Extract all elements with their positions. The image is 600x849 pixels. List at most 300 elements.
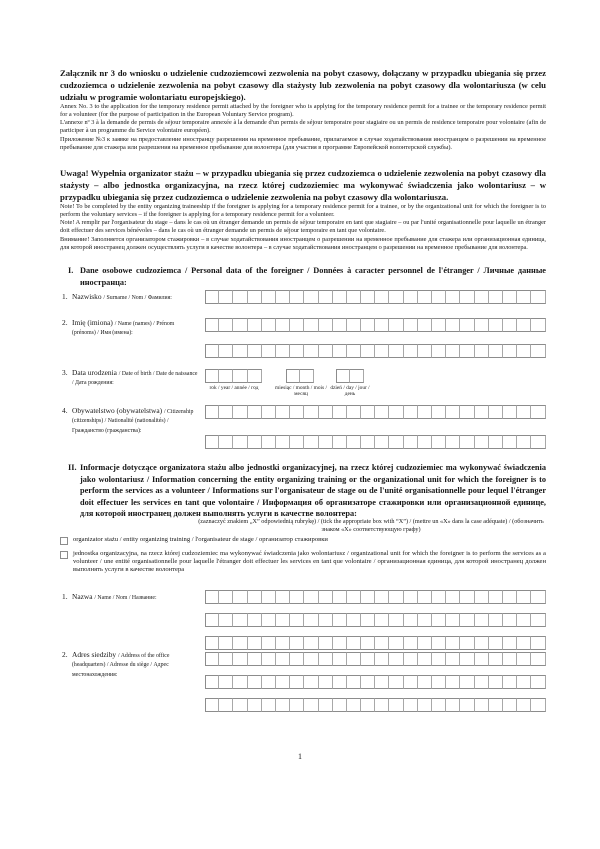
char-box[interactable] xyxy=(446,590,460,604)
char-box[interactable] xyxy=(460,590,474,604)
page-number: 1 xyxy=(298,752,302,761)
char-box[interactable] xyxy=(446,290,460,304)
char-box[interactable] xyxy=(361,652,375,666)
char-box[interactable] xyxy=(446,405,460,419)
char-box[interactable] xyxy=(233,590,247,604)
char-box[interactable] xyxy=(531,435,545,449)
char-box[interactable] xyxy=(503,405,517,419)
char-box[interactable] xyxy=(290,290,304,304)
char-box[interactable] xyxy=(304,405,318,419)
char-box[interactable] xyxy=(219,590,233,604)
char-box[interactable] xyxy=(418,318,432,332)
char-box[interactable] xyxy=(517,435,531,449)
char-box[interactable] xyxy=(432,636,446,650)
char-box[interactable] xyxy=(389,318,403,332)
char-box[interactable] xyxy=(248,290,262,304)
char-box[interactable] xyxy=(262,405,276,419)
char-box[interactable] xyxy=(304,290,318,304)
char-box[interactable] xyxy=(276,318,290,332)
char-box[interactable] xyxy=(418,290,432,304)
first-name-boxes-row-2[interactable] xyxy=(205,344,546,358)
char-box[interactable] xyxy=(460,405,474,419)
char-box[interactable] xyxy=(475,344,489,358)
char-box[interactable] xyxy=(375,636,389,650)
char-box[interactable] xyxy=(460,698,474,712)
char-box[interactable] xyxy=(460,435,474,449)
char-box[interactable] xyxy=(389,675,403,689)
char-box[interactable] xyxy=(248,344,262,358)
char-box[interactable] xyxy=(460,675,474,689)
char-box[interactable] xyxy=(389,636,403,650)
char-box[interactable] xyxy=(489,636,503,650)
char-box[interactable] xyxy=(531,290,545,304)
char-box[interactable] xyxy=(432,613,446,627)
char-box[interactable] xyxy=(304,652,318,666)
char-box[interactable] xyxy=(404,590,418,604)
char-box[interactable] xyxy=(432,652,446,666)
annex-title: Załącznik nr 3 do wniosku o udzielenie cudzoziemcowi zezwolenia na pobyt czasowy, dołączany w przypadku ubiegania się przez cudzoziemca o udzielenie zezwolenia na pobyt czasowy dla stażysty lub zezwolenia na pobyt czasowy dla wolontariusza (w celu udziału w programie wolontariatu europejskiego). xyxy=(60,68,546,102)
char-box[interactable] xyxy=(304,675,318,689)
char-box[interactable] xyxy=(404,613,418,627)
char-box[interactable] xyxy=(475,318,489,332)
char-box[interactable] xyxy=(475,613,489,627)
char-box[interactable] xyxy=(503,318,517,332)
char-box[interactable] xyxy=(375,652,389,666)
char-box[interactable] xyxy=(531,590,545,604)
char-box[interactable] xyxy=(205,590,219,604)
char-box[interactable] xyxy=(389,290,403,304)
char-box[interactable] xyxy=(475,590,489,604)
char-box[interactable] xyxy=(503,652,517,666)
char-box[interactable] xyxy=(276,290,290,304)
char-box[interactable] xyxy=(404,675,418,689)
char-box[interactable] xyxy=(319,698,333,712)
char-box[interactable] xyxy=(489,698,503,712)
field-number: 4. xyxy=(62,406,68,415)
char-box[interactable] xyxy=(475,698,489,712)
char-box[interactable] xyxy=(361,405,375,419)
char-box[interactable] xyxy=(276,435,290,449)
char-box[interactable] xyxy=(418,675,432,689)
char-box[interactable] xyxy=(290,675,304,689)
char-box[interactable] xyxy=(375,318,389,332)
char-box[interactable] xyxy=(404,405,418,419)
char-box[interactable] xyxy=(432,405,446,419)
char-box[interactable] xyxy=(489,344,503,358)
char-box[interactable] xyxy=(205,290,219,304)
char-box[interactable] xyxy=(361,344,375,358)
char-box[interactable] xyxy=(347,590,361,604)
char-box[interactable] xyxy=(446,344,460,358)
char-box[interactable] xyxy=(219,290,233,304)
char-box[interactable] xyxy=(503,675,517,689)
char-box[interactable] xyxy=(475,652,489,666)
char-box[interactable] xyxy=(350,369,364,383)
char-box[interactable] xyxy=(531,675,545,689)
char-box[interactable] xyxy=(233,290,247,304)
char-box[interactable] xyxy=(333,290,347,304)
char-box[interactable] xyxy=(290,698,304,712)
char-box[interactable] xyxy=(233,318,247,332)
char-box[interactable] xyxy=(418,405,432,419)
char-box[interactable] xyxy=(262,590,276,604)
char-box[interactable] xyxy=(489,405,503,419)
char-box[interactable] xyxy=(262,613,276,627)
char-box[interactable] xyxy=(248,613,262,627)
char-box[interactable] xyxy=(290,344,304,358)
char-box[interactable] xyxy=(503,613,517,627)
char-box[interactable] xyxy=(446,318,460,332)
char-box[interactable] xyxy=(319,318,333,332)
char-box[interactable] xyxy=(418,344,432,358)
option-training-organizer-checkbox[interactable] xyxy=(60,537,68,545)
char-box[interactable] xyxy=(489,613,503,627)
char-box[interactable] xyxy=(361,435,375,449)
char-box[interactable] xyxy=(205,318,219,332)
char-box[interactable] xyxy=(219,344,233,358)
char-box[interactable] xyxy=(290,613,304,627)
char-box[interactable] xyxy=(248,675,262,689)
char-box[interactable] xyxy=(205,405,219,419)
char-box[interactable] xyxy=(347,290,361,304)
char-box[interactable] xyxy=(389,405,403,419)
char-box[interactable] xyxy=(276,344,290,358)
char-box[interactable] xyxy=(347,652,361,666)
char-box[interactable] xyxy=(418,652,432,666)
char-box[interactable] xyxy=(460,652,474,666)
char-box[interactable] xyxy=(389,698,403,712)
char-box[interactable] xyxy=(489,590,503,604)
char-box[interactable] xyxy=(205,636,219,650)
char-box[interactable] xyxy=(276,698,290,712)
char-box[interactable] xyxy=(290,318,304,332)
char-box[interactable] xyxy=(319,290,333,304)
char-box[interactable] xyxy=(219,369,233,383)
char-box[interactable] xyxy=(333,652,347,666)
char-box[interactable] xyxy=(531,652,545,666)
char-box[interactable] xyxy=(517,290,531,304)
char-box[interactable] xyxy=(333,435,347,449)
char-box[interactable] xyxy=(531,636,545,650)
char-box[interactable] xyxy=(432,344,446,358)
char-box[interactable] xyxy=(286,369,300,383)
char-box[interactable] xyxy=(205,675,219,689)
char-box[interactable] xyxy=(248,652,262,666)
char-box[interactable] xyxy=(446,636,460,650)
char-box[interactable] xyxy=(389,652,403,666)
char-box[interactable] xyxy=(475,405,489,419)
char-box[interactable] xyxy=(205,652,219,666)
char-box[interactable] xyxy=(418,435,432,449)
char-box[interactable] xyxy=(404,652,418,666)
char-box[interactable] xyxy=(219,652,233,666)
char-box[interactable] xyxy=(300,369,314,383)
char-box[interactable] xyxy=(219,318,233,332)
char-box[interactable] xyxy=(333,344,347,358)
char-box[interactable] xyxy=(475,435,489,449)
char-box[interactable] xyxy=(460,290,474,304)
char-box[interactable] xyxy=(333,613,347,627)
char-box[interactable] xyxy=(219,636,233,650)
char-box[interactable] xyxy=(418,636,432,650)
char-box[interactable] xyxy=(319,405,333,419)
surname-label-translations: / Surname / Nom / Фамилия: xyxy=(103,295,172,301)
char-box[interactable] xyxy=(319,652,333,666)
char-box[interactable] xyxy=(432,698,446,712)
first-name-label-translations: / Name (names) / Prénom (prénoms) / Имя (имена): xyxy=(72,321,175,337)
char-box[interactable] xyxy=(375,675,389,689)
char-box[interactable] xyxy=(219,675,233,689)
char-box[interactable] xyxy=(503,636,517,650)
char-box[interactable] xyxy=(531,344,545,358)
char-box[interactable] xyxy=(304,698,318,712)
char-box[interactable] xyxy=(375,590,389,604)
char-box[interactable] xyxy=(531,613,545,627)
entity-name-label-pl: Nazwa xyxy=(72,592,93,601)
char-box[interactable] xyxy=(418,613,432,627)
char-box[interactable] xyxy=(248,318,262,332)
char-box[interactable] xyxy=(219,405,233,419)
char-box[interactable] xyxy=(375,698,389,712)
char-box[interactable] xyxy=(361,590,375,604)
char-box[interactable] xyxy=(503,698,517,712)
char-box[interactable] xyxy=(517,405,531,419)
citizenship-label-translations: / Citizenship (citizenships) / Nationalité (nationalités) / Гражданство (гражданства): xyxy=(72,409,194,434)
char-box[interactable] xyxy=(333,636,347,650)
char-box[interactable] xyxy=(361,698,375,712)
char-box[interactable] xyxy=(503,590,517,604)
char-box[interactable] xyxy=(489,290,503,304)
char-box[interactable] xyxy=(517,636,531,650)
char-box[interactable] xyxy=(262,318,276,332)
char-box[interactable] xyxy=(205,344,219,358)
char-box[interactable] xyxy=(233,613,247,627)
char-box[interactable] xyxy=(361,318,375,332)
entity-name-boxes-row-3[interactable] xyxy=(205,636,546,650)
char-box[interactable] xyxy=(290,590,304,604)
char-box[interactable] xyxy=(446,698,460,712)
char-box[interactable] xyxy=(404,290,418,304)
char-box[interactable] xyxy=(460,636,474,650)
char-box[interactable] xyxy=(248,590,262,604)
char-box[interactable] xyxy=(389,613,403,627)
char-box[interactable] xyxy=(489,435,503,449)
citizenship-boxes-row-1[interactable] xyxy=(205,405,546,419)
char-box[interactable] xyxy=(290,435,304,449)
char-box[interactable] xyxy=(446,613,460,627)
char-box[interactable] xyxy=(404,636,418,650)
char-box[interactable] xyxy=(205,435,219,449)
char-box[interactable] xyxy=(290,652,304,666)
char-box[interactable] xyxy=(517,613,531,627)
char-box[interactable] xyxy=(389,435,403,449)
char-box[interactable] xyxy=(375,613,389,627)
char-box[interactable] xyxy=(233,369,247,383)
char-box[interactable] xyxy=(432,290,446,304)
char-box[interactable] xyxy=(531,318,545,332)
char-box[interactable] xyxy=(248,405,262,419)
char-box[interactable] xyxy=(475,290,489,304)
char-box[interactable] xyxy=(517,344,531,358)
char-box[interactable] xyxy=(361,636,375,650)
char-box[interactable] xyxy=(375,405,389,419)
char-box[interactable] xyxy=(517,652,531,666)
char-box[interactable] xyxy=(531,405,545,419)
char-box[interactable] xyxy=(233,405,247,419)
char-box[interactable] xyxy=(262,652,276,666)
first-name-boxes-row-1[interactable] xyxy=(205,318,546,332)
char-box[interactable] xyxy=(233,636,247,650)
entity-name-boxes-row-1[interactable] xyxy=(205,590,546,604)
char-box[interactable] xyxy=(276,613,290,627)
char-box[interactable] xyxy=(446,675,460,689)
char-box[interactable] xyxy=(219,698,233,712)
char-box[interactable] xyxy=(304,435,318,449)
char-box[interactable] xyxy=(361,675,375,689)
char-box[interactable] xyxy=(262,435,276,449)
surname-boxes[interactable] xyxy=(205,290,546,304)
char-box[interactable] xyxy=(290,405,304,419)
char-box[interactable] xyxy=(304,613,318,627)
char-box[interactable] xyxy=(336,369,350,383)
char-box[interactable] xyxy=(233,698,247,712)
entity-address-boxes-row-2[interactable] xyxy=(205,675,546,689)
char-box[interactable] xyxy=(404,698,418,712)
char-box[interactable] xyxy=(219,435,233,449)
char-box[interactable] xyxy=(503,435,517,449)
char-box[interactable] xyxy=(276,675,290,689)
char-box[interactable] xyxy=(248,369,262,383)
char-box[interactable] xyxy=(432,675,446,689)
char-box[interactable] xyxy=(276,590,290,604)
section-1-heading xyxy=(68,265,546,288)
char-box[interactable] xyxy=(248,435,262,449)
surname-label xyxy=(62,293,198,302)
char-box[interactable] xyxy=(475,675,489,689)
char-box[interactable] xyxy=(347,405,361,419)
char-box[interactable] xyxy=(304,636,318,650)
char-box[interactable] xyxy=(333,318,347,332)
annex-title-ru: Приложение №3 к заявке на предоставление иностранцу разрешения на временное пребывание, прилагаемое в случае ходатайствования иностранцем о разрешении на временное пребывание для стажера или разрешения на временное пребывание для волонтера (для участия в программе Европейской волонтерской службы). xyxy=(60,135,546,151)
char-box[interactable] xyxy=(248,698,262,712)
char-box[interactable] xyxy=(319,590,333,604)
char-box[interactable] xyxy=(517,590,531,604)
char-box[interactable] xyxy=(446,435,460,449)
char-box[interactable] xyxy=(319,636,333,650)
char-box[interactable] xyxy=(446,652,460,666)
char-box[interactable] xyxy=(219,613,233,627)
char-box[interactable] xyxy=(262,636,276,650)
char-box[interactable] xyxy=(531,698,545,712)
char-box[interactable] xyxy=(404,344,418,358)
char-box[interactable] xyxy=(290,636,304,650)
char-box[interactable] xyxy=(347,613,361,627)
char-box[interactable] xyxy=(205,698,219,712)
char-box[interactable] xyxy=(489,652,503,666)
char-box[interactable] xyxy=(319,435,333,449)
char-box[interactable] xyxy=(262,675,276,689)
birth-day-boxes[interactable] xyxy=(336,369,364,383)
char-box[interactable] xyxy=(489,318,503,332)
entity-name-boxes-row-2[interactable] xyxy=(205,613,546,627)
char-box[interactable] xyxy=(404,435,418,449)
char-box[interactable] xyxy=(233,435,247,449)
option-volunteer-unit-checkbox[interactable] xyxy=(60,551,68,559)
char-box[interactable] xyxy=(319,675,333,689)
char-box[interactable] xyxy=(276,636,290,650)
char-box[interactable] xyxy=(389,590,403,604)
char-box[interactable] xyxy=(205,369,219,383)
char-box[interactable] xyxy=(475,636,489,650)
char-box[interactable] xyxy=(319,613,333,627)
char-box[interactable] xyxy=(404,318,418,332)
char-box[interactable] xyxy=(347,636,361,650)
char-box[interactable] xyxy=(333,698,347,712)
char-box[interactable] xyxy=(233,344,247,358)
char-box[interactable] xyxy=(503,344,517,358)
char-box[interactable] xyxy=(460,318,474,332)
char-box[interactable] xyxy=(347,698,361,712)
char-box[interactable] xyxy=(361,290,375,304)
char-box[interactable] xyxy=(375,344,389,358)
char-box[interactable] xyxy=(347,435,361,449)
citizenship-boxes-row-2[interactable] xyxy=(205,435,546,449)
entity-name-label xyxy=(62,593,198,602)
char-box[interactable] xyxy=(517,675,531,689)
char-box[interactable] xyxy=(262,698,276,712)
char-box[interactable] xyxy=(503,290,517,304)
entity-address-boxes-row-1[interactable] xyxy=(205,652,546,666)
char-box[interactable] xyxy=(233,652,247,666)
char-box[interactable] xyxy=(304,344,318,358)
char-box[interactable] xyxy=(248,636,262,650)
char-box[interactable] xyxy=(347,318,361,332)
char-box[interactable] xyxy=(375,435,389,449)
char-box[interactable] xyxy=(333,590,347,604)
char-box[interactable] xyxy=(517,318,531,332)
char-box[interactable] xyxy=(489,675,503,689)
char-box[interactable] xyxy=(319,344,333,358)
char-box[interactable] xyxy=(233,675,247,689)
birth-month-boxes[interactable] xyxy=(286,369,314,383)
char-box[interactable] xyxy=(460,613,474,627)
char-box[interactable] xyxy=(432,318,446,332)
char-box[interactable] xyxy=(304,590,318,604)
birth-year-boxes[interactable] xyxy=(205,369,262,383)
char-box[interactable] xyxy=(460,344,474,358)
char-box[interactable] xyxy=(333,405,347,419)
char-box[interactable] xyxy=(418,590,432,604)
char-box[interactable] xyxy=(432,590,446,604)
char-box[interactable] xyxy=(361,613,375,627)
char-box[interactable] xyxy=(262,290,276,304)
char-box[interactable] xyxy=(418,698,432,712)
char-box[interactable] xyxy=(276,652,290,666)
char-box[interactable] xyxy=(304,318,318,332)
entity-address-boxes-row-3[interactable] xyxy=(205,698,546,712)
char-box[interactable] xyxy=(389,344,403,358)
char-box[interactable] xyxy=(375,290,389,304)
char-box[interactable] xyxy=(347,675,361,689)
char-box[interactable] xyxy=(262,344,276,358)
field-number: 2. xyxy=(62,318,68,327)
char-box[interactable] xyxy=(205,613,219,627)
char-box[interactable] xyxy=(347,344,361,358)
char-box[interactable] xyxy=(517,698,531,712)
char-box[interactable] xyxy=(432,435,446,449)
char-box[interactable] xyxy=(333,675,347,689)
char-box[interactable] xyxy=(276,405,290,419)
